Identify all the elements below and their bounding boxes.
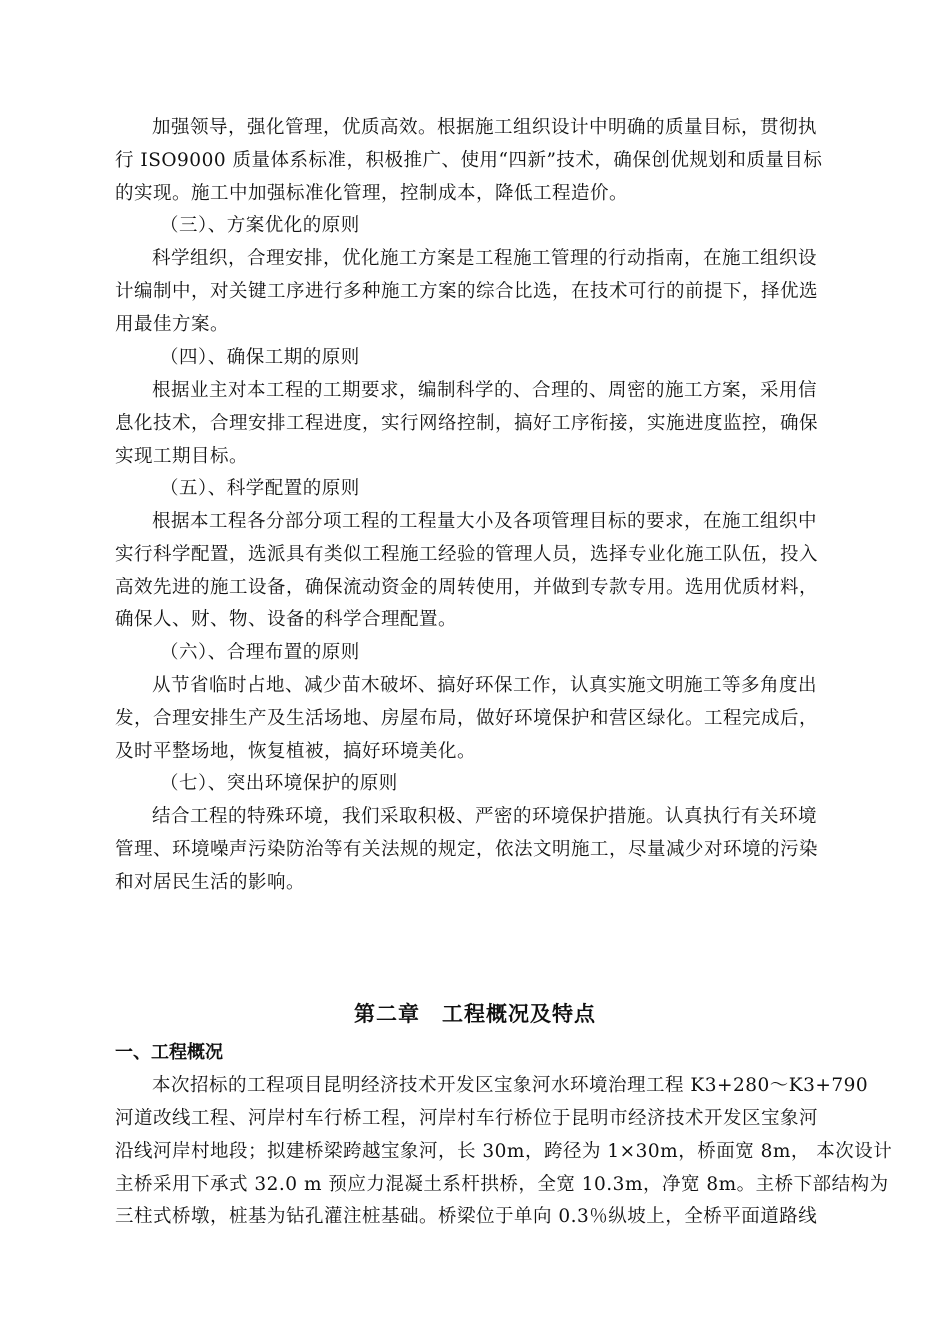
paragraph-line: 及时平整场地，恢复植被，搞好环境美化。 (115, 741, 477, 762)
subheading-scientific-allocation: （五）、科学配置的原则 (160, 478, 360, 499)
paragraph-line: 实现工期目标。 (115, 446, 249, 467)
paragraph-line: 主桥采用下承式 32.0 m 预应力混凝土系杆拱桥，全宽 10.3m，净宽 8m。主桥下部结构为 (115, 1174, 889, 1195)
paragraph-line: 发，合理安排生产及生活场地、房屋布局，做好环境保护和营区绿化。工程完成后， (115, 708, 819, 729)
subheading-environmental-protection: （七）、突出环境保护的原则 (160, 773, 398, 794)
paragraph-line: 确保人、财、物、设备的科学合理配置。 (115, 609, 458, 630)
paragraph-line: 沿线河岸村地段；拟建桥梁跨越宝象河，长 30m，跨径为 1×30m，桥面宽 8m， 本次设计 (115, 1141, 893, 1162)
paragraph-line: 息化技术，合理安排工程进度，实行网络控制，搞好工序衔接，实施进度监控，确保 (115, 413, 819, 434)
paragraph-line: 用最佳方案。 (115, 314, 230, 335)
paragraph-line: 和对居民生活的影响。 (115, 872, 306, 893)
paragraph-line: 高效先进的施工设备，确保流动资金的周转使用，并做到专款专用。选用优质材料， (115, 577, 819, 598)
paragraph-line: 实行科学配置，选派具有类似工程施工经验的管理人员，选择专业化施工队伍，投入 (115, 544, 819, 565)
paragraph-line: 加强领导，强化管理，优质高效。根据施工组织设计中明确的质量目标，贯彻执 (152, 117, 818, 138)
paragraph-line: 的实现。施工中加强标准化管理，控制成本，降低工程造价。 (115, 183, 629, 204)
paragraph-line: 本次招标的工程项目昆明经济技术开发区宝象河水环境治理工程 K3+280～K3+790 (152, 1075, 869, 1096)
paragraph-line: 科学组织，合理安排，优化施工方案是工程施工管理的行动指南，在施工组织设 (152, 248, 818, 269)
paragraph-line: 结合工程的特殊环境，我们采取积极、严密的环境保护措施。认真执行有关环境 (152, 806, 818, 827)
paragraph-line: 从节省临时占地、减少苗木破坏、搞好环保工作，认真实施文明施工等多角度出 (152, 675, 818, 696)
paragraph-line: 三柱式桥墩，桩基为钻孔灌注桩基础。桥梁位于单向 0.3％纵坡上，全桥平面道路线 (115, 1206, 818, 1227)
paragraph-line: 计编制中，对关键工序进行多种施工方案的综合比选，在技术可行的前提下，择优选 (115, 281, 819, 302)
subheading-scheme-optimization: （三）、方案优化的原则 (160, 215, 360, 236)
paragraph-line: 根据业主对本工程的工期要求，编制科学的、合理的、周密的施工方案，采用信 (152, 380, 818, 401)
chapter-title: 第二章 工程概况及特点 (354, 1002, 596, 1026)
paragraph-line: 河道改线工程、河岸村车行桥工程，河岸村车行桥位于昆明市经济技术开发区宝象河 (115, 1108, 819, 1129)
paragraph-line: 根据本工程各分部分项工程的工程量大小及各项管理目标的要求，在施工组织中 (152, 511, 818, 532)
paragraph-line: 行 ISO9000 质量体系标准，积极推广、使用“四新”技术，确保创优规划和质量目标 (115, 150, 823, 171)
paragraph-line: 管理、环境噪声污染防治等有关法规的规定，依法文明施工，尽量减少对环境的污染 (115, 839, 819, 860)
subheading-rational-layout: （六）、合理布置的原则 (160, 642, 360, 663)
section-title: 一、工程概况 (115, 1042, 223, 1063)
subheading-schedule-assurance: （四）、确保工期的原则 (160, 347, 360, 368)
